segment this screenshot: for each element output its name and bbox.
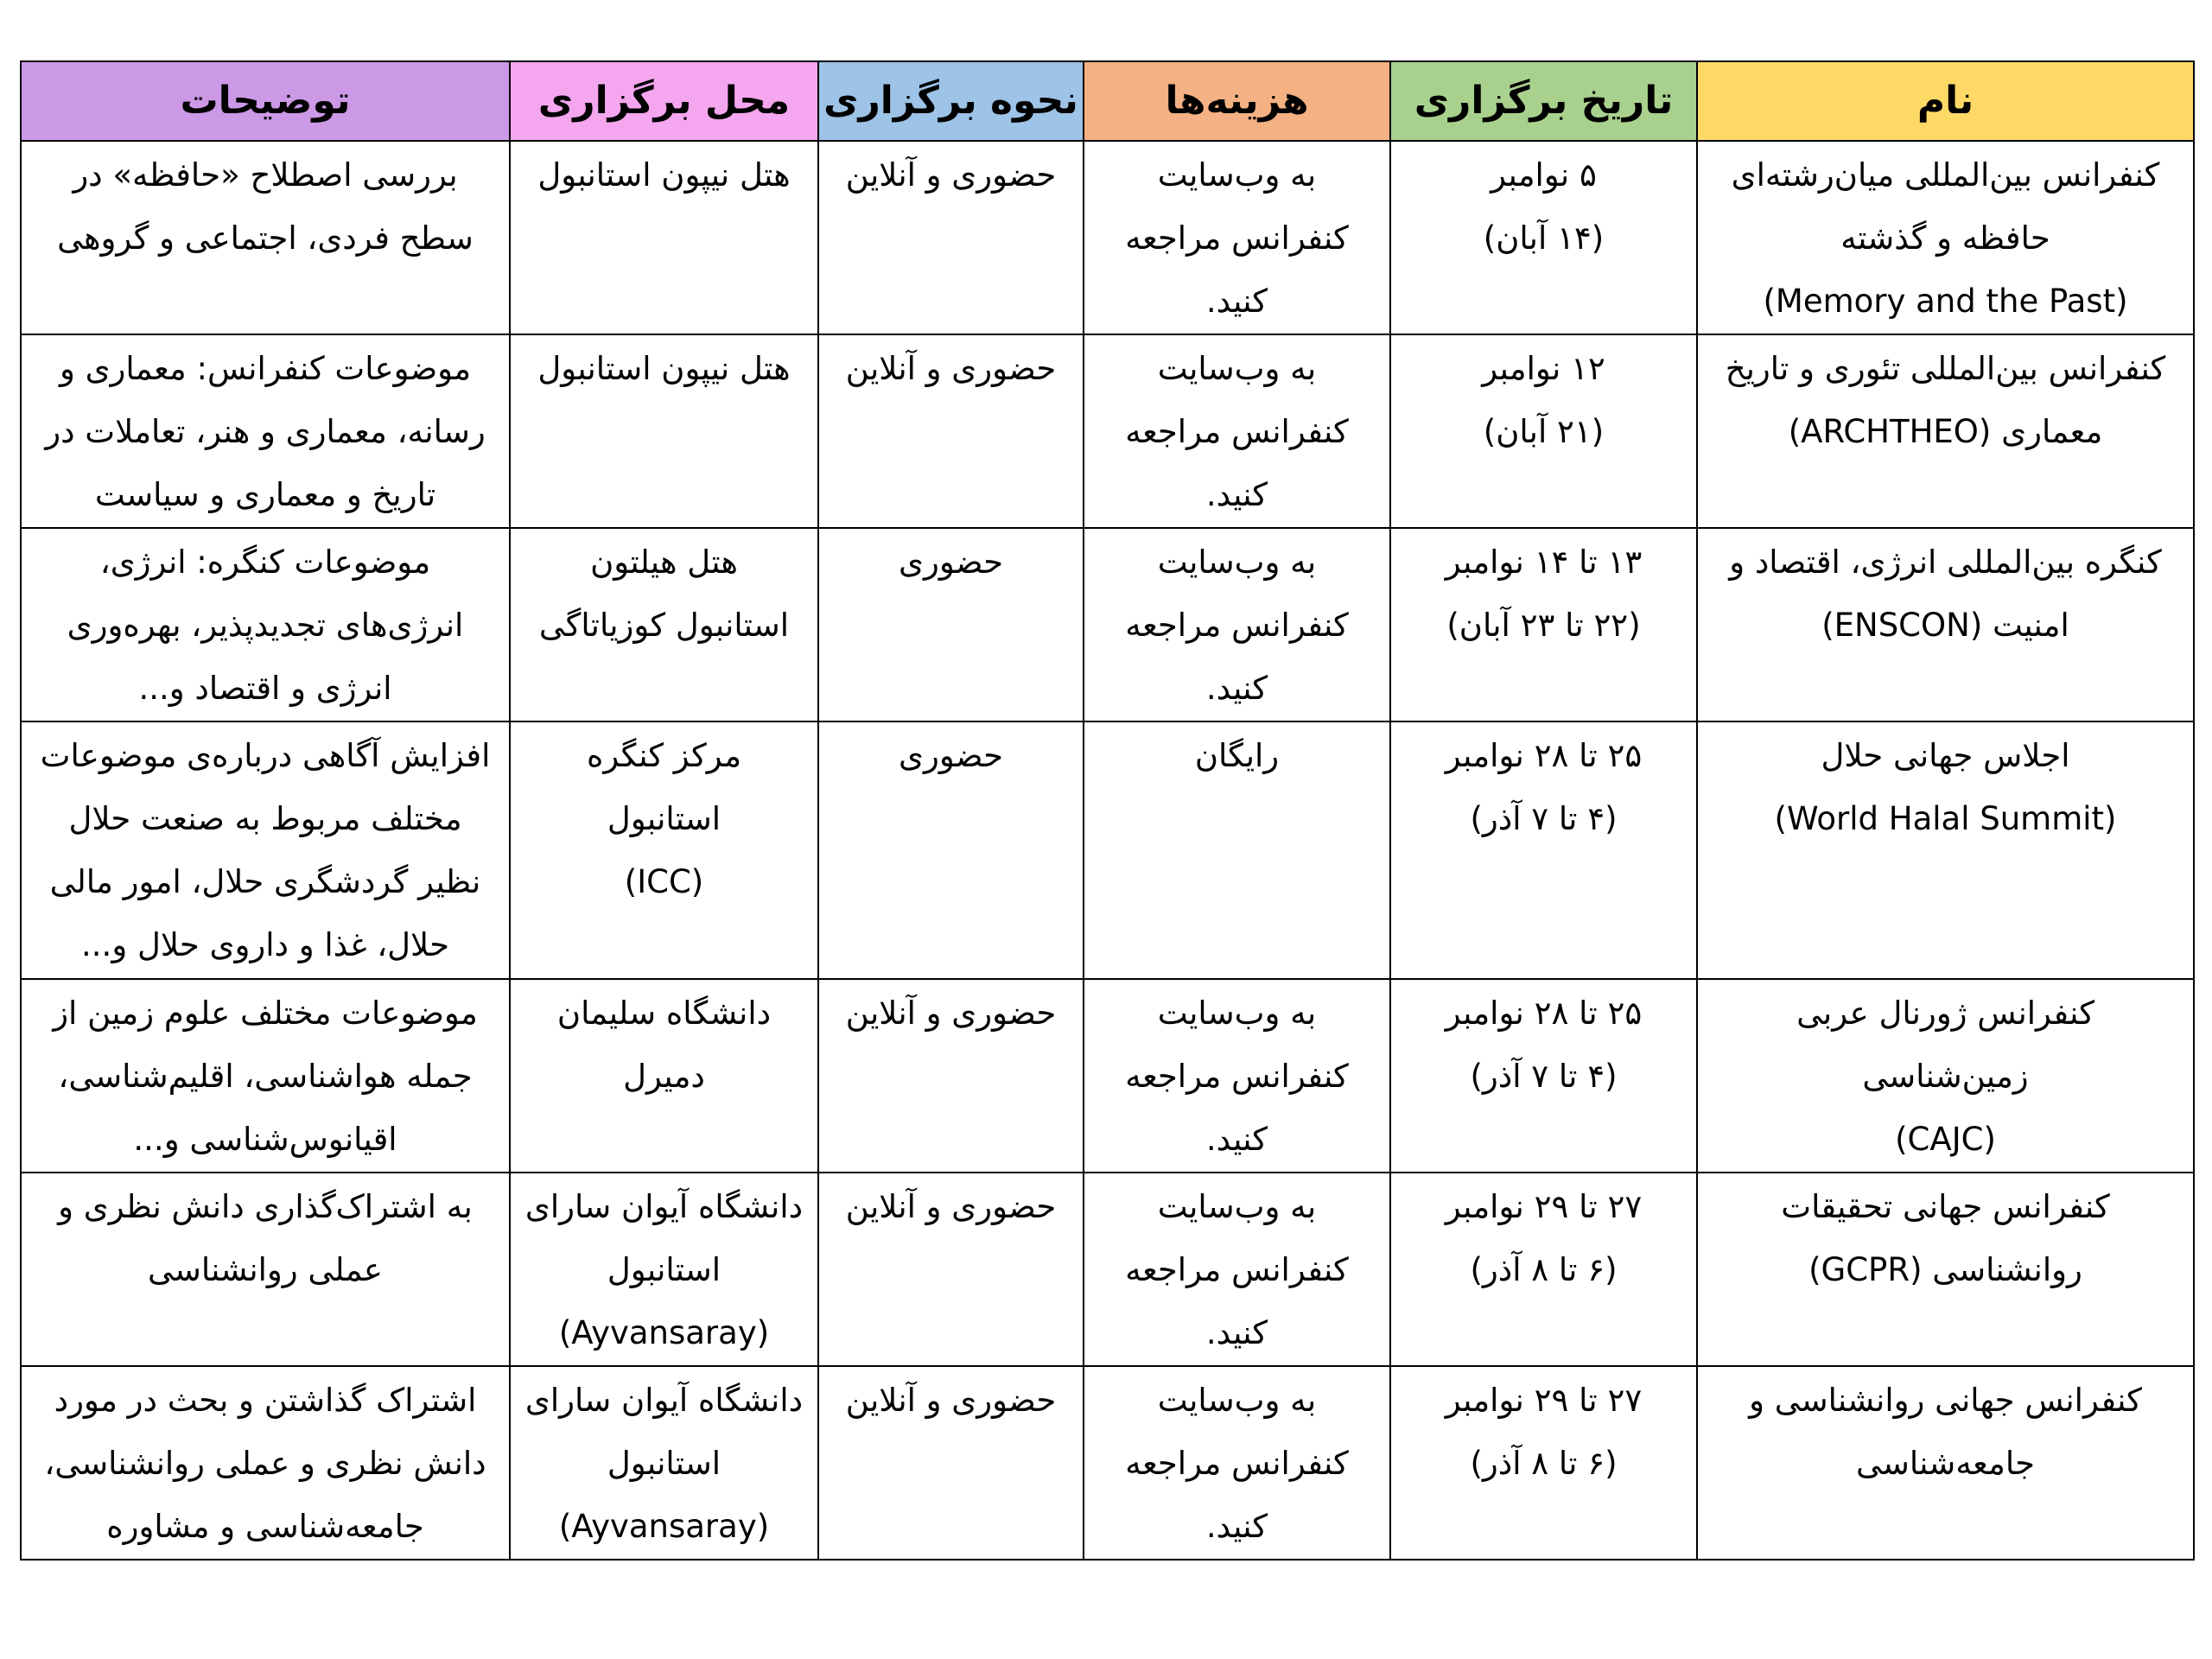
cell-date xyxy=(1390,1366,1697,1560)
mode-text: حضوری xyxy=(899,737,1003,774)
cell-date xyxy=(1390,334,1697,528)
name-text: کنفرانس بین‌المللی میان‌رشته‌ای حافظه و گذشته (Memory and the Past) xyxy=(1731,156,2160,320)
venue-text: هتل هیلتون استانبول کوزیاتاگی xyxy=(538,543,790,644)
cell-venue xyxy=(510,1366,818,1560)
cell-cost xyxy=(1084,1173,1390,1366)
cell-description xyxy=(21,334,510,528)
cost-text: به وب‌سایت کنفرانس مراجعه کنید. xyxy=(1125,995,1349,1158)
cell-venue xyxy=(510,528,818,721)
cell-venue xyxy=(510,721,818,979)
table-row xyxy=(21,334,2194,528)
venue-text: دانشگاه سلیمان دمیرل xyxy=(556,995,772,1095)
name-text: کنفرانس بین‌المللی تئوری و تاریخ معماری (ARCHTHEO) xyxy=(1725,350,2166,450)
table-row xyxy=(21,1173,2194,1366)
date-text: ۱۲ نوامبر (۲۱ آبان) xyxy=(1482,350,1605,450)
cell-description xyxy=(21,979,510,1173)
description-text: بررسی اصطلاح «حافظه» در سطح فردی، اجتماعی و گروهی xyxy=(57,156,474,257)
mode-text: حضوری و آنلاین xyxy=(845,995,1057,1032)
header-date: تاریخ برگزاری xyxy=(1390,61,1697,141)
cell-mode xyxy=(818,1173,1084,1366)
mode-text: حضوری xyxy=(899,543,1003,581)
venue-text: هتل نیپون استانبول xyxy=(537,350,791,387)
description-text: موضوعات کنفرانس: معماری و رسانه، معماری و هنر، تعاملات در تاریخ و معماری و سیاست xyxy=(45,350,486,513)
cell-date xyxy=(1390,528,1697,721)
mode-text: حضوری و آنلاین xyxy=(845,156,1057,194)
cell-name xyxy=(1697,721,2194,979)
name-text: کنفرانس جهانی روانشناسی و جامعه‌شناسی xyxy=(1749,1382,2142,1482)
cell-mode xyxy=(818,1366,1084,1560)
cell-mode xyxy=(818,979,1084,1173)
description-text: اشتراک گذاشتن و بحث در مورد دانش نظری و عملی روانشناسی، جامعه‌شناسی و مشاوره xyxy=(44,1382,486,1545)
cell-mode xyxy=(818,528,1084,721)
name-text: اجلاس جهانی حلال (World Halal Summit) xyxy=(1774,737,2117,837)
header-row xyxy=(21,61,2194,141)
cell-cost xyxy=(1084,979,1390,1173)
cell-name xyxy=(1697,1366,2194,1560)
cell-description xyxy=(21,528,510,721)
cell-name xyxy=(1697,1173,2194,1366)
cell-name xyxy=(1697,141,2194,334)
cell-cost xyxy=(1084,721,1390,979)
date-text: ۲۷ تا ۲۹ نوامبر (۶ تا ۸ آذر) xyxy=(1445,1382,1643,1482)
cell-description xyxy=(21,1366,510,1560)
cost-text: به وب‌سایت کنفرانس مراجعه کنید. xyxy=(1125,543,1349,707)
table-row xyxy=(21,1366,2194,1560)
cost-text: به وب‌سایت کنفرانس مراجعه کنید. xyxy=(1125,350,1349,513)
date-text: ۲۷ تا ۲۹ نوامبر (۶ تا ۸ آذر) xyxy=(1445,1188,1643,1288)
table-row xyxy=(21,979,2194,1173)
cost-text: به وب‌سایت کنفرانس مراجعه کنید. xyxy=(1125,1382,1349,1545)
cell-mode xyxy=(818,721,1084,979)
header-venue: محل برگزاری xyxy=(510,61,818,141)
cell-description xyxy=(21,721,510,979)
cost-text: رایگان xyxy=(1194,737,1280,774)
cell-name xyxy=(1697,979,2194,1173)
cell-venue xyxy=(510,1173,818,1366)
cell-description xyxy=(21,1173,510,1366)
venue-text: دانشگاه آیوان سارای استانبول (Ayvansaray) xyxy=(524,1382,804,1545)
table-row xyxy=(21,721,2194,979)
cell-cost xyxy=(1084,141,1390,334)
name-text: کنفرانس ژورنال عربی زمین‌شناسی (CAJC) xyxy=(1796,995,2094,1158)
description-text: افزایش آگاهی درباره‌ی موضوعات مختلف مربوط به صنعت حلال نظیر گردشگری حلال، امور مالی حلال، غذا و داروی حلال و... xyxy=(40,737,491,963)
header-mode: نحوه برگزاری xyxy=(818,61,1084,141)
table-row xyxy=(21,141,2194,334)
cell-venue xyxy=(510,334,818,528)
header-description: توضیحات xyxy=(21,61,510,141)
cell-cost xyxy=(1084,528,1390,721)
date-text: ۱۳ تا ۱۴ نوامبر (۲۲ تا ۲۳ آبان) xyxy=(1445,543,1643,644)
date-text: ۲۵ تا ۲۸ نوامبر (۴ تا ۷ آذر) xyxy=(1445,995,1643,1095)
header-name: نام xyxy=(1697,61,2194,141)
name-text: کنفرانس جهانی تحقیقات روانشناسی (GCPR) xyxy=(1781,1188,2110,1288)
cell-cost xyxy=(1084,1366,1390,1560)
venue-text: دانشگاه آیوان سارای استانبول (Ayvansaray) xyxy=(524,1188,804,1351)
venue-text: هتل نیپون استانبول xyxy=(537,156,791,194)
cell-date xyxy=(1390,141,1697,334)
mode-text: حضوری و آنلاین xyxy=(845,1382,1057,1419)
cell-date xyxy=(1390,1173,1697,1366)
description-text: به اشتراک‌گذاری دانش نظری و عملی روانشناسی xyxy=(58,1188,473,1288)
date-text: ۵ نوامبر (۱۴ آبان) xyxy=(1483,156,1605,257)
cell-name xyxy=(1697,528,2194,721)
header-cost: هزینه‌ها xyxy=(1084,61,1390,141)
cell-name xyxy=(1697,334,2194,528)
venue-text: مرکز کنگره استانبول (ICC) xyxy=(586,737,742,900)
name-text: کنگره بین‌المللی انرژی، اقتصاد و امنیت (ENSCON) xyxy=(1729,543,2162,644)
cell-mode xyxy=(818,141,1084,334)
cell-description xyxy=(21,141,510,334)
mode-text: حضوری و آنلاین xyxy=(845,1188,1057,1225)
cell-cost xyxy=(1084,334,1390,528)
conference-table xyxy=(20,60,2195,1560)
mode-text: حضوری و آنلاین xyxy=(845,350,1057,387)
description-text: موضوعات کنگره: انرژی، انرژی‌های تجدیدپذیر، بهره‌وری انرژی و اقتصاد و... xyxy=(67,543,464,707)
cell-date xyxy=(1390,979,1697,1173)
cost-text: به وب‌سایت کنفرانس مراجعه کنید. xyxy=(1125,156,1349,320)
cell-venue xyxy=(510,979,818,1173)
date-text: ۲۵ تا ۲۸ نوامبر (۴ تا ۷ آذر) xyxy=(1445,737,1643,837)
cell-mode xyxy=(818,334,1084,528)
description-text: موضوعات مختلف علوم زمین از جمله هواشناسی، اقلیم‌شناسی، اقیانوس‌شناسی و... xyxy=(53,995,478,1158)
cost-text: به وب‌سایت کنفرانس مراجعه کنید. xyxy=(1125,1188,1349,1351)
table-row xyxy=(21,528,2194,721)
cell-date xyxy=(1390,721,1697,979)
cell-venue xyxy=(510,141,818,334)
